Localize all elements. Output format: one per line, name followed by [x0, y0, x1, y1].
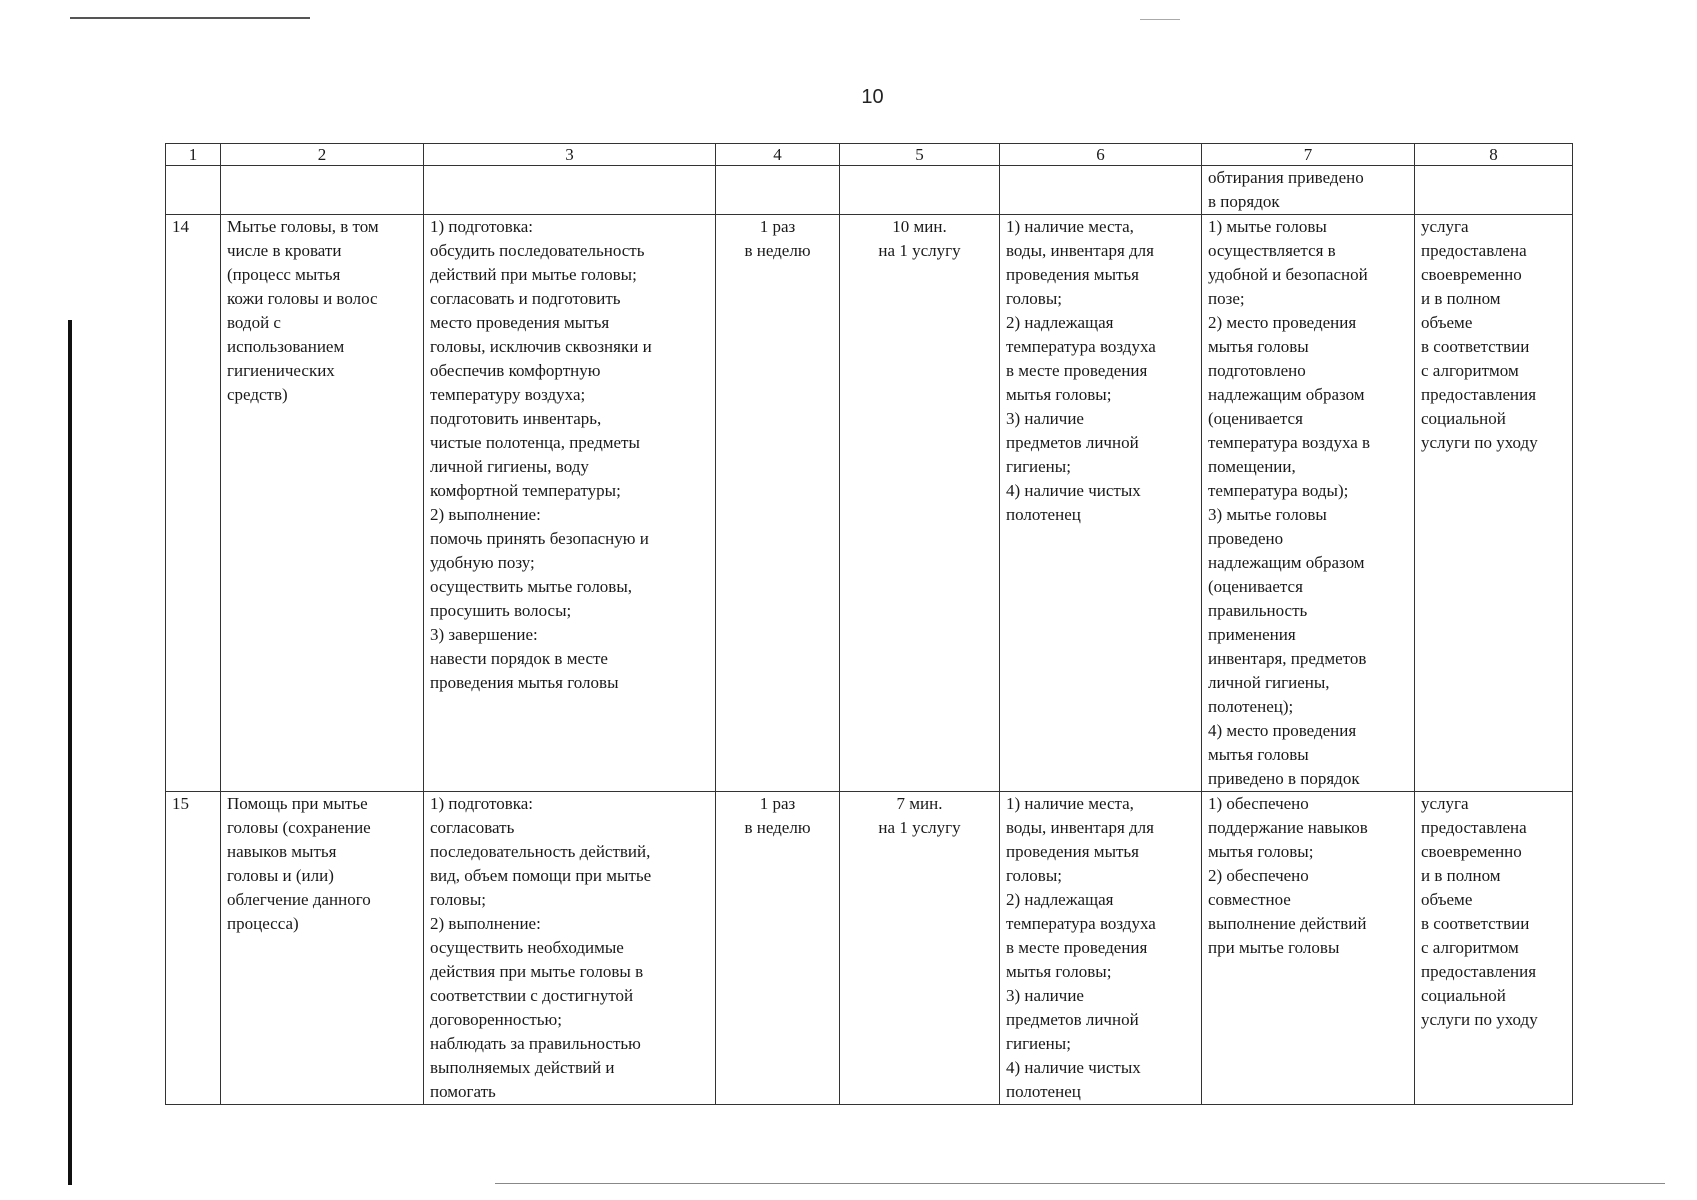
column-number: 7 — [1202, 144, 1415, 166]
table-cell: обтирания приведено в порядок — [1202, 166, 1415, 215]
table-cell — [1000, 166, 1202, 215]
table-row — [166, 215, 1573, 792]
quality-indicators: 1) обеспечено поддержание навыков мытья головы; 2) обеспечено совместное выполнение действий при мытье головы — [1202, 792, 1415, 1105]
service-name: Помощь при мытье головы (сохранение навыков мытья головы и (или) облегчение данного процесса) — [221, 792, 424, 1105]
row-number: 14 — [166, 215, 221, 792]
service-duration: 10 мин. на 1 услугу — [840, 215, 1000, 792]
table-cell — [221, 166, 424, 215]
table-row — [166, 792, 1573, 1105]
column-number: 1 — [166, 144, 221, 166]
table-cell — [840, 166, 1000, 215]
service-duration: 7 мин. на 1 услугу — [840, 792, 1000, 1105]
column-number: 8 — [1415, 144, 1573, 166]
page-number: 10 — [861, 86, 884, 108]
service-name: Мытье головы, в том числе в кровати (процесс мытья кожи головы и волос водой с использованием гигиенических средств) — [221, 215, 424, 792]
column-number: 3 — [424, 144, 716, 166]
service-frequency: 1 раз в неделю — [716, 215, 840, 792]
scan-artifact-top-mark — [1140, 19, 1180, 20]
result-assessment: услуга предоставлена своевременно и в полном объеме в соответствии с алгоритмом предоставления социальной услуги по уходу — [1415, 215, 1573, 792]
column-number-header-row — [166, 144, 1573, 166]
service-frequency: 1 раз в неделю — [716, 792, 840, 1105]
row-number: 15 — [166, 792, 221, 1105]
table-cell — [166, 166, 221, 215]
table-cell — [716, 166, 840, 215]
table-cell — [424, 166, 716, 215]
service-content: 1) подготовка: обсудить последовательность действий при мытье головы; согласовать и подготовить место проведения мытья головы, исключив сквозняки и обеспечив комфортную температуру воздуха; подготовить инвентарь, чистые полотенца, предметы личной гигиены, воду комфортной температуры; 2) выполнение: помочь принять безопасную и удобную позу; осуществить мытье головы, просушить волосы; 3) завершение: навести порядок в месте проведения мытья головы — [424, 215, 716, 792]
quality-indicators: 1) мытье головы осуществляется в удобной и безопасной позе; 2) место проведения мытья головы подготовлено надлежащим образом (оценивается температура воздуха в помещении, температура воды); 3) мытье головы проведено надлежащим образом (оценивается правильность применения инвентаря, предметов личной гигиены, полотенец); 4) место проведения мытья головы приведено в порядок — [1202, 215, 1415, 792]
scan-artifact-top-line — [70, 17, 310, 19]
services-table — [165, 143, 1573, 1105]
column-number: 4 — [716, 144, 840, 166]
scan-artifact-bottom-line — [495, 1183, 1665, 1184]
result-assessment: услуга предоставлена своевременно и в полном объеме в соответствии с алгоритмом предоставления социальной услуги по уходу — [1415, 792, 1573, 1105]
table-cell — [1415, 166, 1573, 215]
service-conditions: 1) наличие места, воды, инвентаря для проведения мытья головы; 2) надлежащая температура воздуха в месте проведения мытья головы; 3) наличие предметов личной гигиены; 4) наличие чистых полотенец — [1000, 792, 1202, 1105]
column-number: 6 — [1000, 144, 1202, 166]
service-conditions: 1) наличие места, воды, инвентаря для проведения мытья головы; 2) надлежащая температура воздуха в месте проведения мытья головы; 3) наличие предметов личной гигиены; 4) наличие чистых полотенец — [1000, 215, 1202, 792]
continuation-row — [166, 166, 1573, 215]
column-number: 5 — [840, 144, 1000, 166]
column-number: 2 — [221, 144, 424, 166]
scan-artifact-left-bar — [68, 320, 72, 1185]
service-content: 1) подготовка: согласовать последовательность действий, вид, объем помощи при мытье головы; 2) выполнение: осуществить необходимые действия при мытье головы в соответствии с достигнутой договоренностью; наблюдать за правильностью выполняемых действий и помогать — [424, 792, 716, 1105]
